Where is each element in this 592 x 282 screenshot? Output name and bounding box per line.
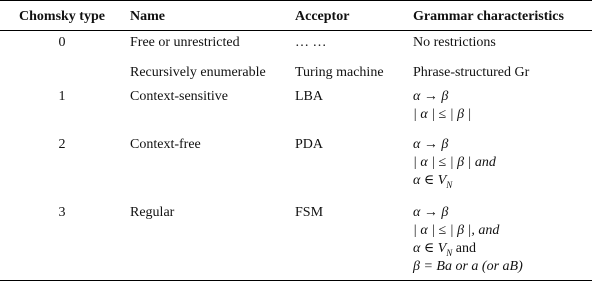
row-acceptor-0: … … [295,35,327,50]
row-type-2: 1 [58,89,66,104]
row-grammar-3-line-2: | α | ≤ | β | and [413,155,496,170]
header-chomsky-type: Chomsky type [19,9,105,24]
row-type-3: 2 [58,137,66,152]
row-grammar-2-line-1: α → β [413,89,449,104]
row-grammar-2-line-2: | α | ≤ | β | [413,107,472,122]
header-acceptor: Acceptor [295,9,350,24]
row-grammar-4-line-2: | α | ≤ | β |, and [413,223,500,238]
row-grammar-3-line-3-text: α ∈ V [413,173,447,188]
row-acceptor-2: LBA [295,89,323,104]
row-grammar-4-line-3-and: and [452,241,476,256]
row-name-2: Context-sensitive [130,89,228,104]
table-header-rule [0,30,592,31]
row-type-4: 3 [58,205,66,220]
row-name-1: Recursively enumerable [130,65,266,80]
header-name: Name [130,9,165,24]
row-type-0: 0 [58,35,66,50]
row-grammar-0: No restrictions [413,35,496,50]
row-grammar-3-subscript: N [446,180,453,190]
row-name-4: Regular [130,205,175,220]
row-grammar-4-line-1: α → β [413,205,449,220]
row-name-0: Free or unrestricted [130,35,240,50]
header-grammar-characteristics: Grammar characteristics [413,9,564,24]
row-acceptor-1: Turing machine [295,65,384,80]
table-top-rule [0,0,592,1]
row-acceptor-3: PDA [295,137,324,152]
row-grammar-4-line-3-text: α ∈ V [413,241,447,256]
table-bottom-rule [0,280,592,281]
row-grammar-3-line-3 [413,172,452,190]
row-grammar-4-subscript: N [446,248,453,258]
row-acceptor-4: FSM [295,205,324,220]
row-grammar-4-line-4: β = Ba or a (or aB) [413,259,523,274]
row-grammar-1: Phrase-structured Gr [413,65,530,80]
row-grammar-3-line-1: α → β [413,137,449,152]
row-name-3: Context-free [130,137,201,152]
row-grammar-4-line-3 [413,240,476,258]
